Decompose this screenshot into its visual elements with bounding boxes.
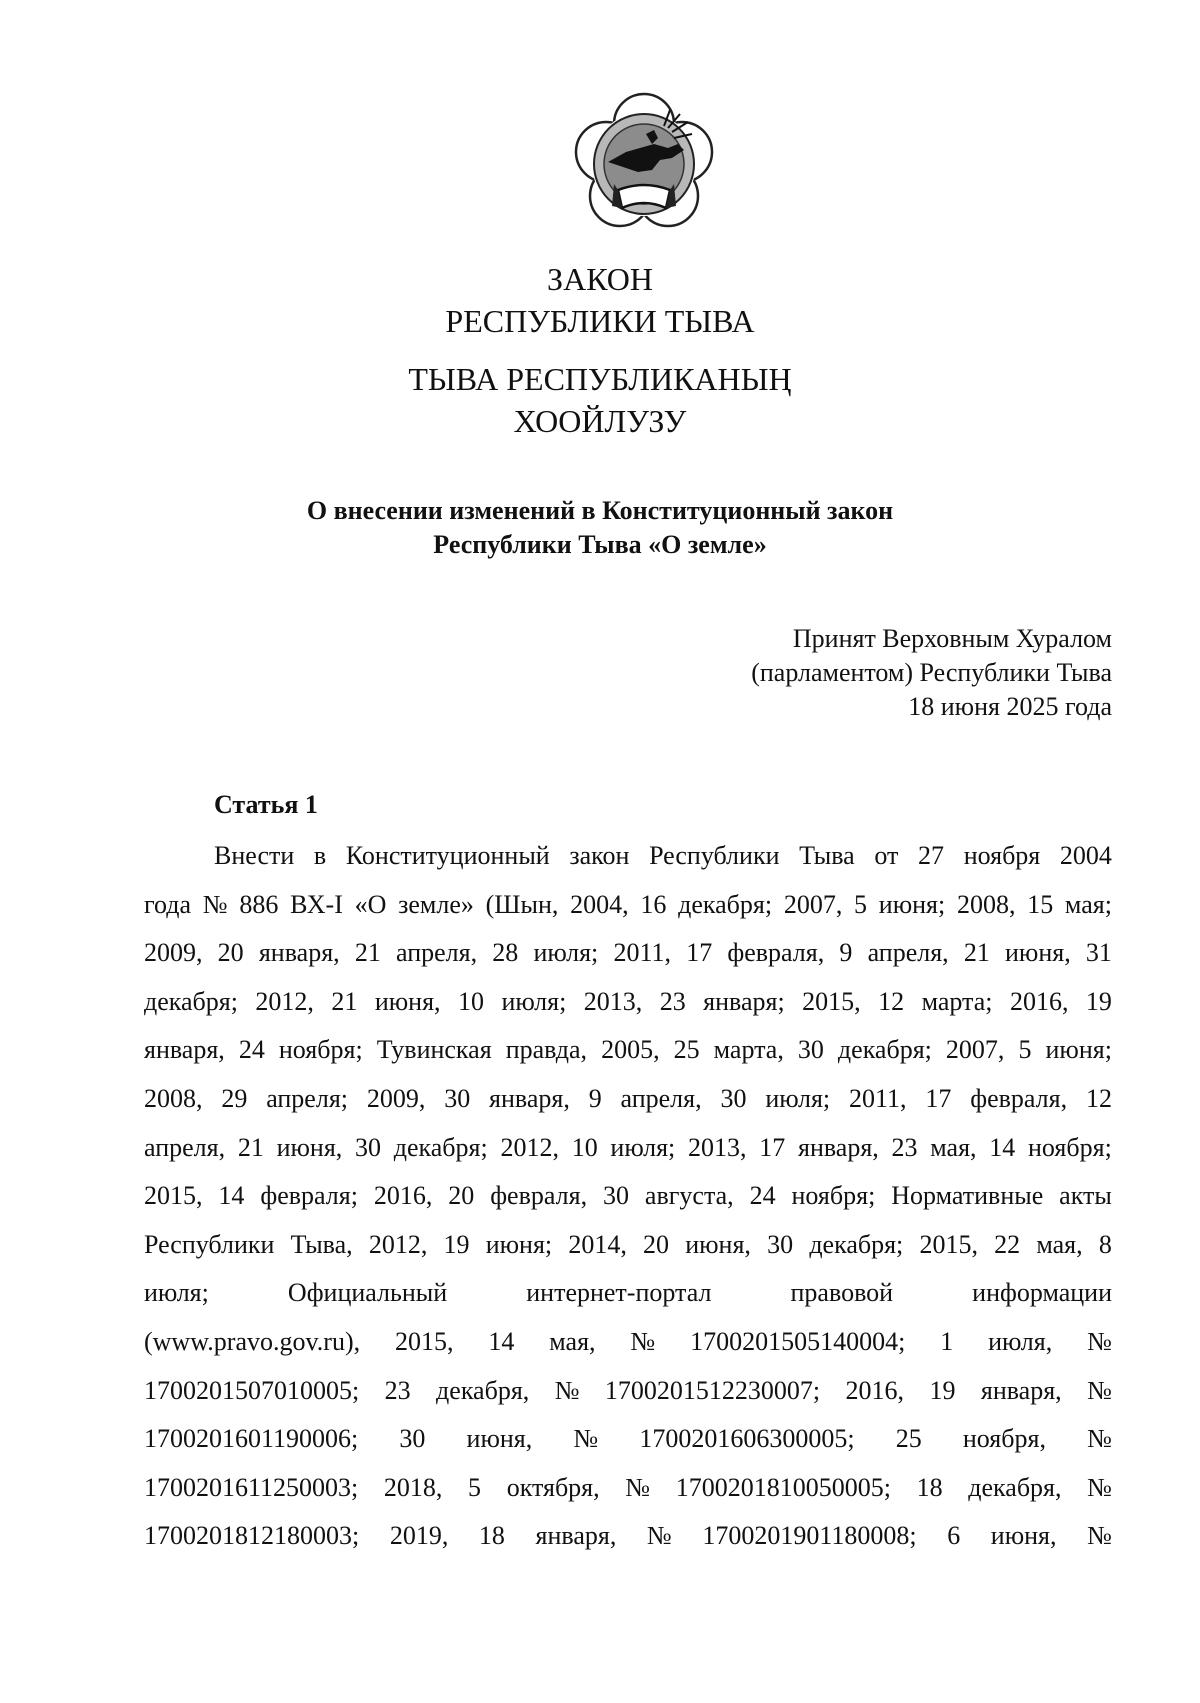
article-word: от bbox=[874, 841, 899, 870]
article-word: Тувинская bbox=[376, 1035, 492, 1065]
article-word: 1700201507010005; bbox=[144, 1375, 360, 1405]
article-word: июня; bbox=[878, 889, 946, 919]
article-word: 2004 bbox=[1059, 841, 1112, 870]
article-word: 886 bbox=[239, 889, 279, 919]
article-word: 30 bbox=[767, 1229, 794, 1259]
article-word: ноября; bbox=[1028, 1132, 1112, 1162]
law-title bbox=[0, 258, 1200, 342]
article-word: 1700201901180008; bbox=[702, 1521, 917, 1551]
article-word: 5 bbox=[854, 889, 868, 919]
article-line bbox=[144, 1512, 1112, 1561]
article-word: 17 bbox=[759, 1132, 786, 1162]
article-word: 2016, bbox=[845, 1375, 905, 1405]
article-word: октября, bbox=[506, 1472, 600, 1502]
article-word: 2009, bbox=[144, 938, 203, 968]
article-word: июля; bbox=[501, 986, 567, 1016]
article-word: июня, bbox=[276, 1132, 343, 1162]
article-word: июня, bbox=[990, 1521, 1057, 1551]
article-line bbox=[144, 1367, 1112, 1416]
article-word: 2015, bbox=[802, 986, 861, 1016]
article-word: января, bbox=[535, 1521, 617, 1551]
article-word: № bbox=[1087, 1326, 1112, 1356]
article-word: 2012, bbox=[255, 986, 314, 1016]
article-word: 21 bbox=[331, 986, 358, 1016]
article-word: ноября bbox=[963, 841, 1041, 870]
article-word: 10 bbox=[458, 986, 484, 1016]
article-word: 20 bbox=[448, 1181, 475, 1211]
article-word: 2009, bbox=[366, 1083, 426, 1113]
article-word: февраля, bbox=[727, 938, 825, 968]
article-word: «О bbox=[354, 889, 387, 919]
article-line bbox=[144, 1269, 1112, 1318]
article-heading: Статья 1 bbox=[214, 790, 318, 819]
article-word: января, bbox=[144, 1035, 225, 1065]
article-line bbox=[144, 1026, 1112, 1075]
article-word: 5 bbox=[1018, 1035, 1032, 1065]
adoption-line-1: Принят Верховным Хуралом bbox=[792, 624, 1112, 653]
article-word: 2013, bbox=[688, 1132, 747, 1162]
article-line bbox=[144, 1075, 1112, 1124]
article-line bbox=[144, 1464, 1112, 1513]
article-word: 25 bbox=[895, 1424, 922, 1454]
article-line bbox=[144, 1221, 1112, 1270]
article-word: информации bbox=[972, 1278, 1112, 1308]
article-word: апреля, bbox=[867, 938, 949, 968]
article-word: января; bbox=[703, 986, 785, 1016]
article-word: января, bbox=[489, 1083, 570, 1113]
article-word: февраля; bbox=[260, 1181, 358, 1211]
article-word: 24 bbox=[238, 1035, 265, 1065]
article-line bbox=[144, 1415, 1112, 1464]
article-word: мая, bbox=[1036, 1229, 1083, 1259]
article-word: 2008, bbox=[144, 1083, 203, 1113]
article-word: 30 bbox=[720, 1083, 747, 1113]
article-word: 30 bbox=[603, 1181, 629, 1211]
article-word: года bbox=[144, 889, 192, 919]
article-word: 12 bbox=[1085, 1083, 1112, 1113]
article-word: 17 bbox=[686, 938, 713, 968]
article-word: 1700201810050005; bbox=[675, 1472, 891, 1502]
article-word: 20 bbox=[217, 938, 244, 968]
article-word: 25 bbox=[673, 1035, 700, 1065]
article-word: ноября; bbox=[791, 1181, 876, 1211]
article-word: 22 bbox=[994, 1229, 1021, 1259]
article-word: февраля, bbox=[490, 1181, 588, 1211]
article-word: 1700201812180003; bbox=[144, 1521, 360, 1551]
article-word: ноября; bbox=[278, 1035, 363, 1065]
subject-line-1: О внесении изменений в Конституционный закон bbox=[306, 496, 894, 525]
article-word: 1 bbox=[940, 1326, 954, 1356]
article-word: 6 bbox=[947, 1521, 961, 1551]
article-word: 31 bbox=[1085, 938, 1112, 968]
article-word: июня, bbox=[1005, 938, 1071, 968]
article-word: 16 bbox=[640, 889, 667, 919]
article-word: января, bbox=[258, 938, 340, 968]
article-word: 29 bbox=[221, 1083, 248, 1113]
article-line bbox=[144, 1124, 1112, 1173]
adoption-note bbox=[751, 622, 1112, 724]
article-word: 2016, bbox=[373, 1181, 433, 1211]
law-subject bbox=[0, 494, 1200, 562]
article-word: Тыва bbox=[799, 841, 855, 870]
article-word: 2012, bbox=[500, 1132, 559, 1162]
article-word: декабря; bbox=[678, 889, 773, 919]
article-word: 2015, bbox=[919, 1229, 978, 1259]
article-word: декабря; bbox=[837, 1035, 932, 1065]
article-word: февраля, bbox=[970, 1083, 1068, 1113]
article-word: мая, bbox=[549, 1326, 596, 1356]
article-word: 9 bbox=[839, 938, 853, 968]
article-word: мая, bbox=[930, 1132, 977, 1162]
article-word: 30 bbox=[399, 1424, 426, 1454]
article-word: 2012, bbox=[368, 1229, 428, 1259]
article-word: марта; bbox=[921, 986, 993, 1016]
article-word: 5 bbox=[468, 1472, 482, 1502]
article-word: 19 bbox=[929, 1375, 956, 1405]
article-word: июля; bbox=[610, 1132, 676, 1162]
article-word: 30 bbox=[797, 1035, 824, 1065]
article-line bbox=[144, 1318, 1112, 1367]
article-word: Конституционный bbox=[345, 841, 550, 870]
article-word: Нормативные bbox=[891, 1181, 1044, 1211]
article-line bbox=[144, 978, 1112, 1027]
article-word: июня; bbox=[1045, 1035, 1112, 1065]
article-word: 15 bbox=[1027, 889, 1054, 919]
article-word: закон bbox=[569, 841, 630, 870]
article-word: 19 bbox=[1085, 986, 1112, 1016]
article-word: 1700201505140004; bbox=[690, 1326, 906, 1356]
article-word: № bbox=[202, 889, 228, 919]
article-word: июня, bbox=[374, 986, 441, 1016]
article-word: 19 bbox=[443, 1229, 470, 1259]
article-word: 2015, bbox=[144, 1181, 203, 1211]
article-word: правовой bbox=[790, 1278, 894, 1308]
article-line bbox=[144, 1172, 1112, 1221]
article-word: (www.pravo.gov.ru), bbox=[144, 1326, 361, 1356]
article-word: декабря, bbox=[436, 1375, 530, 1405]
article-word: № bbox=[554, 1375, 580, 1405]
article-word: 27 bbox=[918, 841, 945, 870]
article-word: № bbox=[1087, 1521, 1112, 1551]
article-word: 14 bbox=[989, 1132, 1016, 1162]
tuvan-title-line-2: ХООЙЛУЗУ bbox=[513, 403, 687, 439]
article-word: 23 bbox=[384, 1375, 411, 1405]
article-word: 2007, bbox=[783, 889, 843, 919]
article-word: № bbox=[1087, 1472, 1112, 1502]
article-word: июля; bbox=[144, 1278, 209, 1308]
article-word: в bbox=[313, 841, 327, 870]
article-word: 2011, bbox=[613, 938, 672, 968]
article-word: № bbox=[625, 1472, 651, 1502]
article-body bbox=[144, 832, 1112, 1561]
article-word: 23 bbox=[891, 1132, 918, 1162]
article-word: 2011, bbox=[849, 1083, 907, 1113]
article-word: 9 bbox=[588, 1083, 602, 1113]
article-word: 1700201611250003; bbox=[144, 1472, 359, 1502]
adoption-line-2: (парламентом) Республики Тыва bbox=[751, 658, 1112, 687]
article-word: акты bbox=[1059, 1181, 1112, 1211]
article-word: земле» bbox=[398, 889, 474, 919]
article-line bbox=[144, 881, 1112, 930]
article-word: 21 bbox=[354, 938, 381, 968]
article-word: января, bbox=[797, 1132, 879, 1162]
article-word: 23 bbox=[659, 986, 686, 1016]
article-word: 17 bbox=[925, 1083, 952, 1113]
law-title-line-1: ЗАКОН bbox=[547, 261, 653, 297]
article-word: июня, bbox=[685, 1229, 751, 1259]
article-word: декабря; bbox=[144, 986, 238, 1016]
article-word: Республики bbox=[144, 1229, 275, 1259]
article-word: июня, bbox=[466, 1424, 533, 1454]
article-word: 2016, bbox=[1009, 986, 1069, 1016]
article-word: 21 bbox=[237, 1132, 264, 1162]
article-word: 14 bbox=[218, 1181, 245, 1211]
article-word: 2005, bbox=[601, 1035, 660, 1065]
article-word: (Шын, bbox=[485, 889, 559, 919]
article-word: июля; bbox=[533, 938, 599, 968]
article-word: 14 bbox=[488, 1326, 515, 1356]
article-word: ВХ-I bbox=[290, 889, 343, 919]
article-word: 2004, bbox=[570, 889, 629, 919]
article-word: 2015, bbox=[395, 1326, 454, 1356]
article-word: 10 bbox=[571, 1132, 598, 1162]
article-word: 2014, bbox=[568, 1229, 627, 1259]
coat-of-arms-emblem bbox=[568, 88, 720, 238]
article-word: Тыва, bbox=[290, 1229, 353, 1259]
law-title-line-2: РЕСПУБЛИКИ ТЫВА bbox=[445, 303, 755, 339]
article-word: 2007, bbox=[945, 1035, 1005, 1065]
article-word: июля, bbox=[988, 1326, 1053, 1356]
article-word: 2018, bbox=[383, 1472, 443, 1502]
article-word: № bbox=[630, 1326, 656, 1356]
article-word: № bbox=[1087, 1375, 1112, 1405]
tuvan-title-line-1: ТЫВА РЕСПУБЛИКАНЫҢ bbox=[408, 361, 792, 397]
article-word: марта, bbox=[713, 1035, 784, 1065]
article-word: 20 bbox=[643, 1229, 670, 1259]
subject-line-2: Республики Тыва «О земле» bbox=[433, 530, 767, 559]
tuvan-law-title bbox=[0, 358, 1200, 442]
article-word: правда, bbox=[505, 1035, 588, 1065]
article-word: января, bbox=[980, 1375, 1062, 1405]
article-word: Республики bbox=[649, 841, 780, 870]
article-line bbox=[144, 929, 1112, 978]
article-word: 2019, bbox=[389, 1521, 449, 1551]
article-word: 28 bbox=[492, 938, 519, 968]
article-word: 18 bbox=[916, 1472, 943, 1502]
article-word: 18 bbox=[478, 1521, 505, 1551]
article-word: 1700201606300005; bbox=[639, 1424, 855, 1454]
article-word: ноября, bbox=[962, 1424, 1046, 1454]
article-word: апреля; bbox=[266, 1083, 348, 1113]
article-word: интернет-портал bbox=[526, 1278, 712, 1308]
adoption-date: 18 июня 2025 года bbox=[908, 692, 1112, 721]
article-word: № bbox=[573, 1424, 599, 1454]
article-word: 2008, bbox=[956, 889, 1016, 919]
article-word: 30 bbox=[355, 1132, 382, 1162]
article-word: мая; bbox=[1064, 889, 1112, 919]
article-word: Официальный bbox=[287, 1278, 448, 1308]
article-word: № bbox=[1087, 1424, 1112, 1454]
article-word: 30 bbox=[444, 1083, 471, 1113]
article-line bbox=[144, 832, 1112, 881]
article-word: апреля, bbox=[396, 938, 478, 968]
article-word: апреля, bbox=[620, 1083, 702, 1113]
article-word: декабря; bbox=[809, 1229, 904, 1259]
article-word: июля; bbox=[765, 1083, 831, 1113]
article-word: августа, bbox=[644, 1181, 734, 1211]
article-word: 21 bbox=[963, 938, 990, 968]
article-word: 12 bbox=[878, 986, 905, 1016]
article-word: декабря, bbox=[968, 1472, 1062, 1502]
article-word: декабря; bbox=[393, 1132, 488, 1162]
article-word: 1700201512230007; bbox=[604, 1375, 821, 1405]
article-word: июня; bbox=[485, 1229, 553, 1259]
article-word: 24 bbox=[749, 1181, 776, 1211]
article-word: № bbox=[646, 1521, 672, 1551]
article-word: Внести bbox=[214, 841, 295, 870]
article-word: 1700201601190006; bbox=[144, 1424, 359, 1454]
article-word: 2013, bbox=[583, 986, 643, 1016]
article-word: апреля, bbox=[144, 1132, 226, 1162]
article-word: 8 bbox=[1098, 1229, 1112, 1259]
